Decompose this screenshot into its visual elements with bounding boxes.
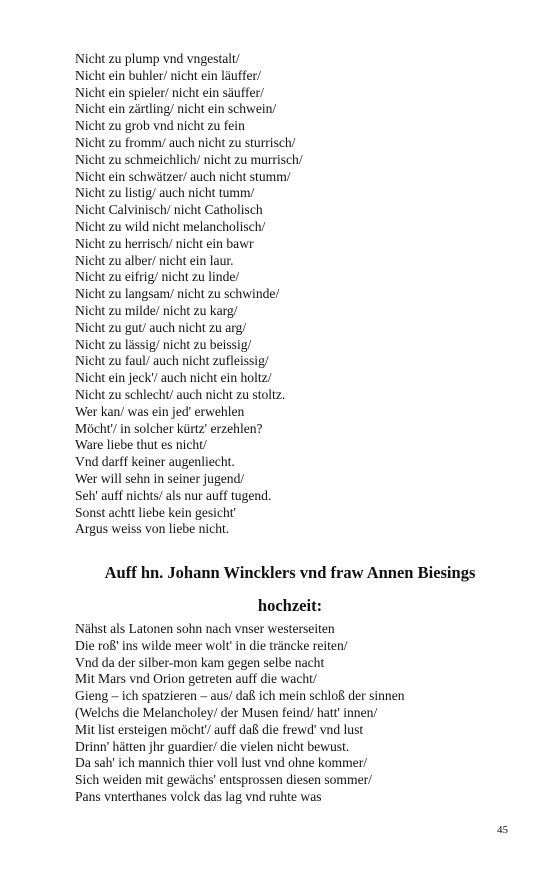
verse-line: Nicht ein spieler/ nicht ein säuffer/ <box>75 84 264 100</box>
verse-line: Nicht zu herrisch/ nicht ein bawr <box>75 235 254 251</box>
verse-line: Sich weiden mit gewächs' entsprossen diesen sommer/ <box>75 772 372 788</box>
verse-line: Wer will sehn in seiner jugend/ <box>75 470 245 486</box>
verse-line: Nicht zu wild nicht melancholisch/ <box>75 218 266 234</box>
page-number: 45 <box>497 824 508 836</box>
verse-line: Nicht zu schlecht/ auch nicht zu stoltz. <box>75 386 286 402</box>
verse-line: Ware liebe thut es nicht/ <box>75 437 207 453</box>
poem-title-line-1: Auff hn. Johann Wincklers vnd fraw Annen Biesings <box>104 563 476 582</box>
verse-line: Nicht ein jeck'/ auch nicht ein holtz/ <box>75 370 272 386</box>
verse-line: Nicht zu plump vnd vngestalt/ <box>75 51 240 66</box>
verse-line: Nicht zu listig/ auch nicht tumm/ <box>75 185 255 201</box>
verse-line: (Welchs die Melancholey/ der Musen feind/ hatt' innen/ <box>75 704 378 720</box>
verse-line: Nicht zu alber/ nicht ein laur. <box>75 252 234 268</box>
verse-line: Nicht zu faul/ auch nicht zufleissig/ <box>75 353 269 369</box>
verse-line: Nähst als Latonen sohn nach vnser westerseiten <box>75 621 335 636</box>
poem-title-line-2: hochzeit: <box>257 596 323 615</box>
verse-line: Nicht zu langsam/ nicht zu schwinde/ <box>75 286 280 302</box>
verse-line: Nicht ein zärtling/ nicht ein schwein/ <box>75 101 277 117</box>
verse-line: Drinn' hätten jhr guardier/ die vielen nicht bewust. <box>75 738 350 754</box>
verse-line: Nicht zu lässig/ nicht zu beissig/ <box>75 336 252 352</box>
verse-line: Möcht'/ in solcher kürtz' erzehlen? <box>75 420 263 436</box>
verse-line: Mit Mars vnd Orion getreten auff die wacht/ <box>75 671 317 687</box>
verse-line: Vnd da der silber-mon kam gegen selbe nacht <box>75 654 325 670</box>
verse-line: Nicht zu eifrig/ nicht zu linde/ <box>75 269 240 285</box>
verse-line: Argus weiss von liebe nicht. <box>75 521 230 537</box>
verse-line: Pans vnterthanes volck das lag vnd ruhte was <box>75 788 322 804</box>
poem-top <box>75 51 303 538</box>
poem-bottom <box>75 621 405 806</box>
verse-line: Nicht zu gut/ auch nicht zu arg/ <box>75 319 247 335</box>
verse-line: Da sah' ich mannich thier voll lust vnd ohne kommer/ <box>75 755 368 771</box>
verse-line: Sonst achtt liebe kein gesicht' <box>75 504 237 520</box>
verse-line: Vnd darff keiner augenliecht. <box>75 454 235 470</box>
verse-line: Nicht ein buhler/ nicht ein läuffer/ <box>75 67 261 83</box>
verse-line: Nicht Calvinisch/ nicht Catholisch <box>75 202 263 218</box>
verse-line: Nicht zu fromm/ auch nicht zu sturrisch/ <box>75 134 296 150</box>
verse-line: Mit list ersteigen möcht'/ auff daß die frewd' vnd lust <box>75 721 364 737</box>
verse-line: Die roß' ins wilde meer wolt' in die träncke reiten/ <box>75 637 348 653</box>
verse-line: Wer kan/ was ein jed' erwehlen <box>75 403 245 419</box>
verse-line: Nicht ein schwätzer/ auch nicht stumm/ <box>75 168 291 184</box>
verse-line: Seh' auff nichts/ als nur auff tugend. <box>75 487 272 503</box>
verse-line: Gieng – ich spatzieren – aus/ daß ich mein schloß der sinnen <box>75 688 405 704</box>
verse-line: Nicht zu milde/ nicht zu karg/ <box>75 302 238 318</box>
verse-line: Nicht zu schmeichlich/ nicht zu murrisch/ <box>75 151 303 167</box>
verse-line: Nicht zu grob vnd nicht zu fein <box>75 118 245 134</box>
